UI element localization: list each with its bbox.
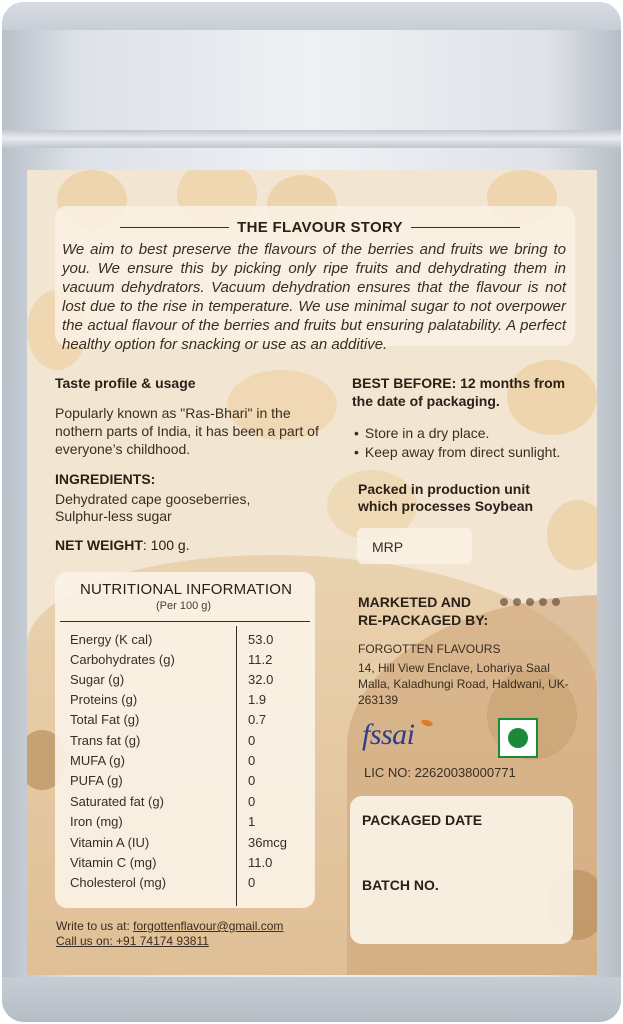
story-text: We aim to best preserve the flavours of the berries and fruits we bring to you. We ensure this by picking only ripe fruits and dehydrating them in vacuum dehydrators. Vacuum dehydration ensures that the flavour is not lost due to the rise in temperature. We use minimal sugar to not overpower the actual flavour of the berries and fruits but ensuring palatability. A perfect healthy option for snacking or use as an additive.: [62, 241, 566, 353]
nutrient-name: Sugar (g): [70, 672, 125, 687]
nutrition-row: [70, 773, 300, 793]
nutrition-title: NUTRITIONAL INFORMATION: [80, 581, 293, 598]
nutrient-name: Energy (K cal): [70, 632, 153, 647]
nutrition-row: [70, 692, 300, 712]
nutrient-name: Vitamin A (IU): [70, 835, 150, 850]
nutrient-value: 0: [248, 753, 256, 768]
zip-lock: [2, 130, 621, 148]
contact-phone[interactable]: +91 74174 93811: [116, 934, 209, 948]
fssai-logo: fssai: [362, 718, 415, 751]
nutrient-name: Saturated fat (g): [70, 794, 164, 809]
nutrition-row: [70, 814, 300, 834]
taste-text: Popularly known as "Ras-Bhari" in the nothern parts of India, it has been a part of everyone’s childhood.: [55, 405, 319, 457]
nutrient-value: 0: [248, 733, 256, 748]
contact-email-line: [56, 919, 283, 933]
berry-blob: [547, 500, 597, 570]
ingredients-line: Dehydrated cape gooseberries,: [55, 491, 251, 507]
top-seal: [2, 2, 621, 30]
veg-mark-icon: [498, 718, 538, 758]
nutrition-row: [70, 753, 300, 773]
packaged-date-label: PACKAGED DATE: [362, 812, 483, 828]
license-number: LIC NO: 22620038000771: [364, 765, 516, 780]
storage-list: [354, 424, 560, 462]
storage-item: • Keep away from direct sunlight.: [354, 443, 560, 462]
storage-item: • Store in a dry place.: [354, 424, 560, 443]
net-weight: [55, 536, 190, 554]
divider: [411, 227, 520, 228]
batch-number-label: BATCH NO.: [362, 877, 439, 893]
contact-email[interactable]: forgottenflavour@gmail.com: [133, 919, 284, 933]
nutrition-row: [70, 875, 300, 895]
allergen-line: Packed in production unit: [358, 481, 530, 497]
veg-dot: [508, 728, 528, 748]
nutrient-value: 0.7: [248, 712, 267, 727]
nutrition-row: [70, 733, 300, 753]
nutrient-name: Vitamin C (mg): [70, 855, 157, 870]
nutrient-value: 53.0: [248, 632, 274, 647]
nutrient-name: Iron (mg): [70, 814, 123, 829]
nutrient-name: Trans fat (g): [70, 733, 141, 748]
nutrition-row: [70, 652, 300, 672]
company-name: FORGOTTEN FLAVOURS: [358, 642, 501, 656]
nutrient-value: 0: [248, 794, 256, 809]
contact-email-label: Write to us at:: [56, 919, 134, 933]
net-weight-label: NET WEIGHT: [55, 537, 143, 553]
nutrient-name: Proteins (g): [70, 692, 138, 707]
net-weight-value: : 100 g.: [142, 537, 190, 553]
best-before-line: BEST BEFORE: 12 months from: [352, 375, 566, 391]
contact-phone-label: Call us on:: [56, 934, 117, 948]
nutrient-name: Cholesterol (mg): [70, 875, 167, 890]
taste-heading: Taste profile & usage: [55, 375, 196, 391]
nutrition-row: [70, 855, 300, 875]
divider: [120, 227, 229, 228]
marketed-heading: RE-PACKAGED BY:: [358, 612, 489, 628]
nutrition-subtitle: (Per 100 g): [156, 600, 212, 612]
nutrient-name: MUFA (g): [70, 753, 125, 768]
nutrition-row: [70, 632, 300, 652]
nutrient-name: Carbohydrates (g): [70, 652, 175, 667]
nutrient-name: PUFA (g): [70, 773, 123, 788]
nutrient-value: 0: [248, 875, 256, 890]
nutrition-row: [70, 794, 300, 814]
nutrient-value: 1.9: [248, 692, 267, 707]
nutrient-value: 0: [248, 773, 256, 788]
dots-decoration: [500, 598, 560, 606]
nutrition-row: [70, 712, 300, 732]
nutrient-name: Total Fat (g): [70, 712, 140, 727]
nutrient-value: 32.0: [248, 672, 274, 687]
nutrition-row: [70, 835, 300, 855]
nutrient-value: 1: [248, 814, 256, 829]
best-before-line: the date of packaging.: [352, 393, 500, 409]
company-address: 14, Hill View Enclave, Lohariya Saal Malla, Kaladhungi Road, Haldwani, UK-263139: [358, 661, 569, 707]
nutrition-divider: [60, 621, 310, 622]
story-title: THE FLAVOUR STORY: [237, 218, 403, 236]
bottom-seal: [2, 977, 621, 1022]
allergen-line: which processes Soybean: [358, 498, 534, 514]
nutrient-value: 11.2: [248, 652, 273, 667]
ingredients-heading: INGREDIENTS:: [55, 471, 156, 487]
mrp-label: MRP: [372, 539, 404, 555]
nutrient-value: 36mcg: [248, 835, 288, 850]
ingredients-line: Sulphur-less sugar: [55, 508, 172, 524]
nutrient-value: 11.0: [248, 855, 273, 870]
nutrition-row: [70, 672, 300, 692]
story-title-row: [120, 218, 520, 236]
marketed-heading: MARKETED AND: [358, 594, 472, 610]
contact-phone-line: [56, 934, 209, 948]
